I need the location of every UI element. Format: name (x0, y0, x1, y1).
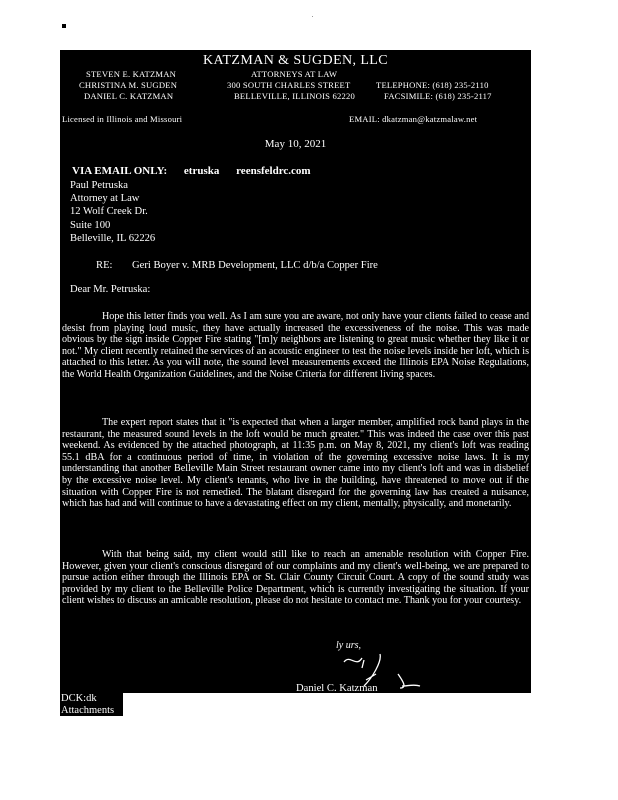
recipient-line: Suite 100 (70, 219, 111, 231)
via-label: VIA EMAIL ONLY: (72, 165, 168, 177)
recipient-line: Belleville, IL 62226 (70, 232, 156, 244)
firm-city: BELLEVILLE, ILLINOIS 62220 (234, 91, 355, 101)
via-email: reensfeldrc.com (236, 165, 311, 177)
attorney-name: DANIEL C. KATZMAN (84, 91, 174, 101)
scan-speck (312, 16, 313, 17)
recipient-address (70, 179, 155, 245)
signer-name: Daniel C. Katzman (296, 683, 378, 693)
salutation: Dear Mr. Petruska: (70, 284, 151, 295)
letter-date: May 10, 2021 (264, 138, 327, 150)
firm-telephone: TELEPHONE: (618) 235-2110 (376, 80, 489, 90)
recipient-line: 12 Wolf Creek Dr. (70, 206, 148, 218)
body-paragraph: Hope this letter finds you well. As I am sure you are aware, not only have your clients failed to cease and desist from playing loud music, they have actually increased the excessiveness of the noise. This was made obvious by the sign inside Copper Fire stating "[m]y neighbors are listening to great music whether they like it or not." My client recently retained the services of an acoustic engineer to test the noise levels inside her loft, which is attached to this letter. As you will note, the sound level measurements exceed the Illinois EPA Noise Regulations, the World Health Organization Guidelines, and the Noise Criteria for different living spaces. (62, 311, 529, 380)
firm-designation: ATTORNEYS AT LAW (251, 69, 338, 79)
letter-footer (60, 693, 123, 716)
via-email: etruska (183, 165, 220, 177)
firm-email: EMAIL: dkatzman@katzmalaw.net (349, 114, 478, 124)
typist-initials: DCK:dk (61, 693, 97, 704)
recipient-line: Attorney at Law (70, 193, 140, 205)
re-subject: Geri Boyer v. MRB Development, LLC d/b/a Copper Fire (132, 260, 378, 271)
firm-facsimile: FACSIMILE: (618) 235-2117 (384, 91, 492, 101)
license-note: Licensed in Illinois and Missouri (62, 114, 183, 124)
re-label: RE: (96, 260, 113, 271)
firm-name: KATZMAN & SUGDEN, LLC (203, 53, 388, 68)
via-line (72, 165, 311, 177)
attorney-name: STEVEN E. KATZMAN (86, 69, 177, 79)
attorney-name: CHRISTINA M. SUGDEN (79, 80, 178, 90)
letter-page (60, 50, 531, 693)
closing: ly urs, (336, 640, 361, 651)
body-paragraph: The expert report states that it "is expected that when a larger member, amplified rock band plays in the restaurant, the measured sound levels in the loft would be much greater." This was indeed the case over this past weekend. As evidenced by the attached photograph, at 11:35 p.m. on May 8, 2021, my client's loft was reading 55.1 dBA for a continuous period of time, in violation of the governing excessive noise laws. It is my understanding that another Belleville Main Street restaurant owner came into my client's loft and was in disbelief by the excessive noise level. My client's tenants, who live in the building, have threatened to move out if the situation with Copper Fire is not remedied. The blatant disregard for the governing law has created a nuisance, which has had and will continue to have a devastating effect on my client, mentally, physically, and monetarily. (62, 417, 529, 510)
body-paragraph: With that being said, my client would still like to reach an amenable resolution with Copper Fire. However, given your client's conscious disregard of our complaints and my client's well-being, we are prepared to pursue action either through the Illinois EPA or St. Clair County Circuit Court. A copy of the sound study was provided by my client to the Belleville Police Department, which is currently investigating the situation. If your client wishes to discuss an amicable resolution, please do not hesitate to contact me. Thank you for your courtesy. (62, 549, 529, 607)
recipient-line: Paul Petruska (70, 180, 128, 191)
scan-speck (62, 24, 66, 28)
firm-street: 300 SOUTH CHARLES STREET (227, 80, 351, 90)
enclosures-note: Attachments (61, 704, 115, 716)
